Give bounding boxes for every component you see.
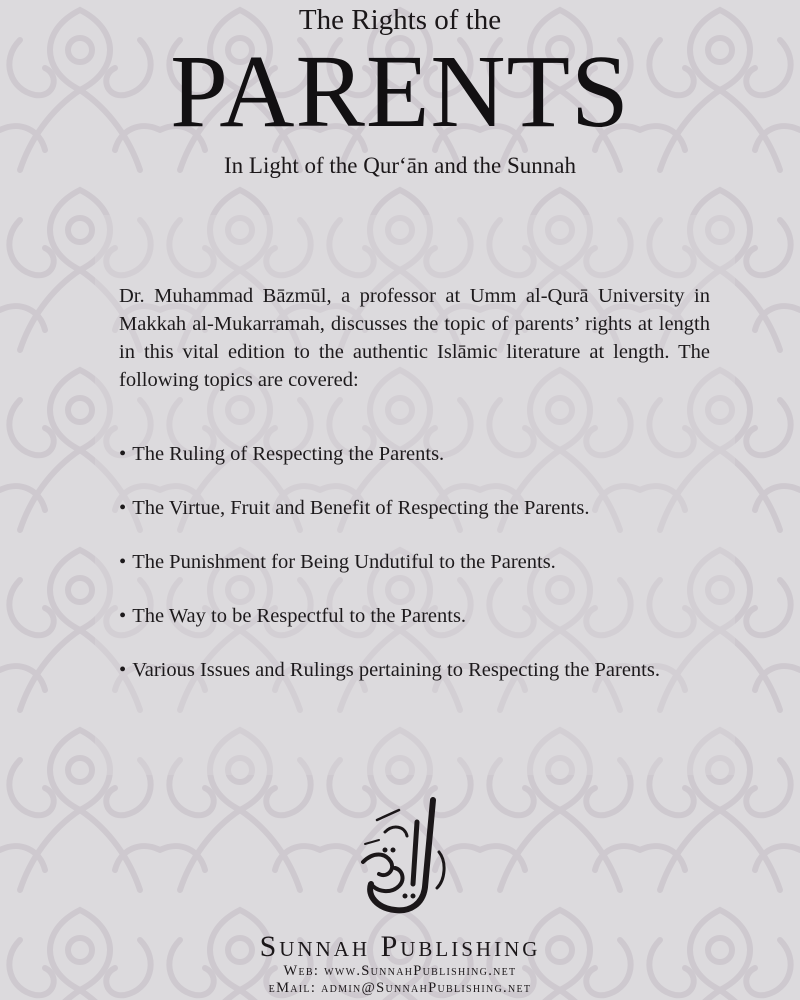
intro-paragraph: Dr. Muhammad Bāzmūl, a professor at Umm al-Qurā University in Makkah al-Mukarramah, discusses the topic of parents’ rights at length in this vital edition to the authentic Islāmic literature at length. The following topics are covered: xyxy=(119,285,710,391)
bullet: • xyxy=(119,443,127,465)
list-item xyxy=(119,548,710,576)
list-item xyxy=(119,656,710,684)
bullet: • xyxy=(119,497,127,519)
topic-text: Various Issues and Rulings pertaining to Respecting the Parents. xyxy=(132,659,660,681)
book-subtitle: In Light of the Qur‘ān and the Sunnah xyxy=(224,153,576,178)
pre-title: The Rights of the xyxy=(298,4,502,36)
publisher-email: eMail: admin@SunnahPublishing.net xyxy=(268,980,532,996)
topic-text: The Ruling of Respecting the Parents. xyxy=(132,443,445,465)
list-item xyxy=(119,602,710,630)
list-item xyxy=(119,494,710,522)
arabic-calligraphy-logo-icon xyxy=(355,792,455,922)
bullet: • xyxy=(119,551,127,573)
book-title: PARENTS xyxy=(170,34,630,149)
publisher-website: Web: www.SunnahPublishing.net xyxy=(283,963,517,979)
topic-text: The Punishment for Being Undutiful to the Parents. xyxy=(132,551,556,573)
bullet: • xyxy=(119,605,127,627)
list-item xyxy=(119,440,710,468)
bullet: • xyxy=(119,659,127,681)
publisher-name: Sunnah Publishing xyxy=(259,930,541,963)
topic-list xyxy=(119,440,710,710)
topic-text: The Way to be Respectful to the Parents. xyxy=(132,605,467,627)
topic-text: The Virtue, Fruit and Benefit of Respecting the Parents. xyxy=(132,497,590,519)
